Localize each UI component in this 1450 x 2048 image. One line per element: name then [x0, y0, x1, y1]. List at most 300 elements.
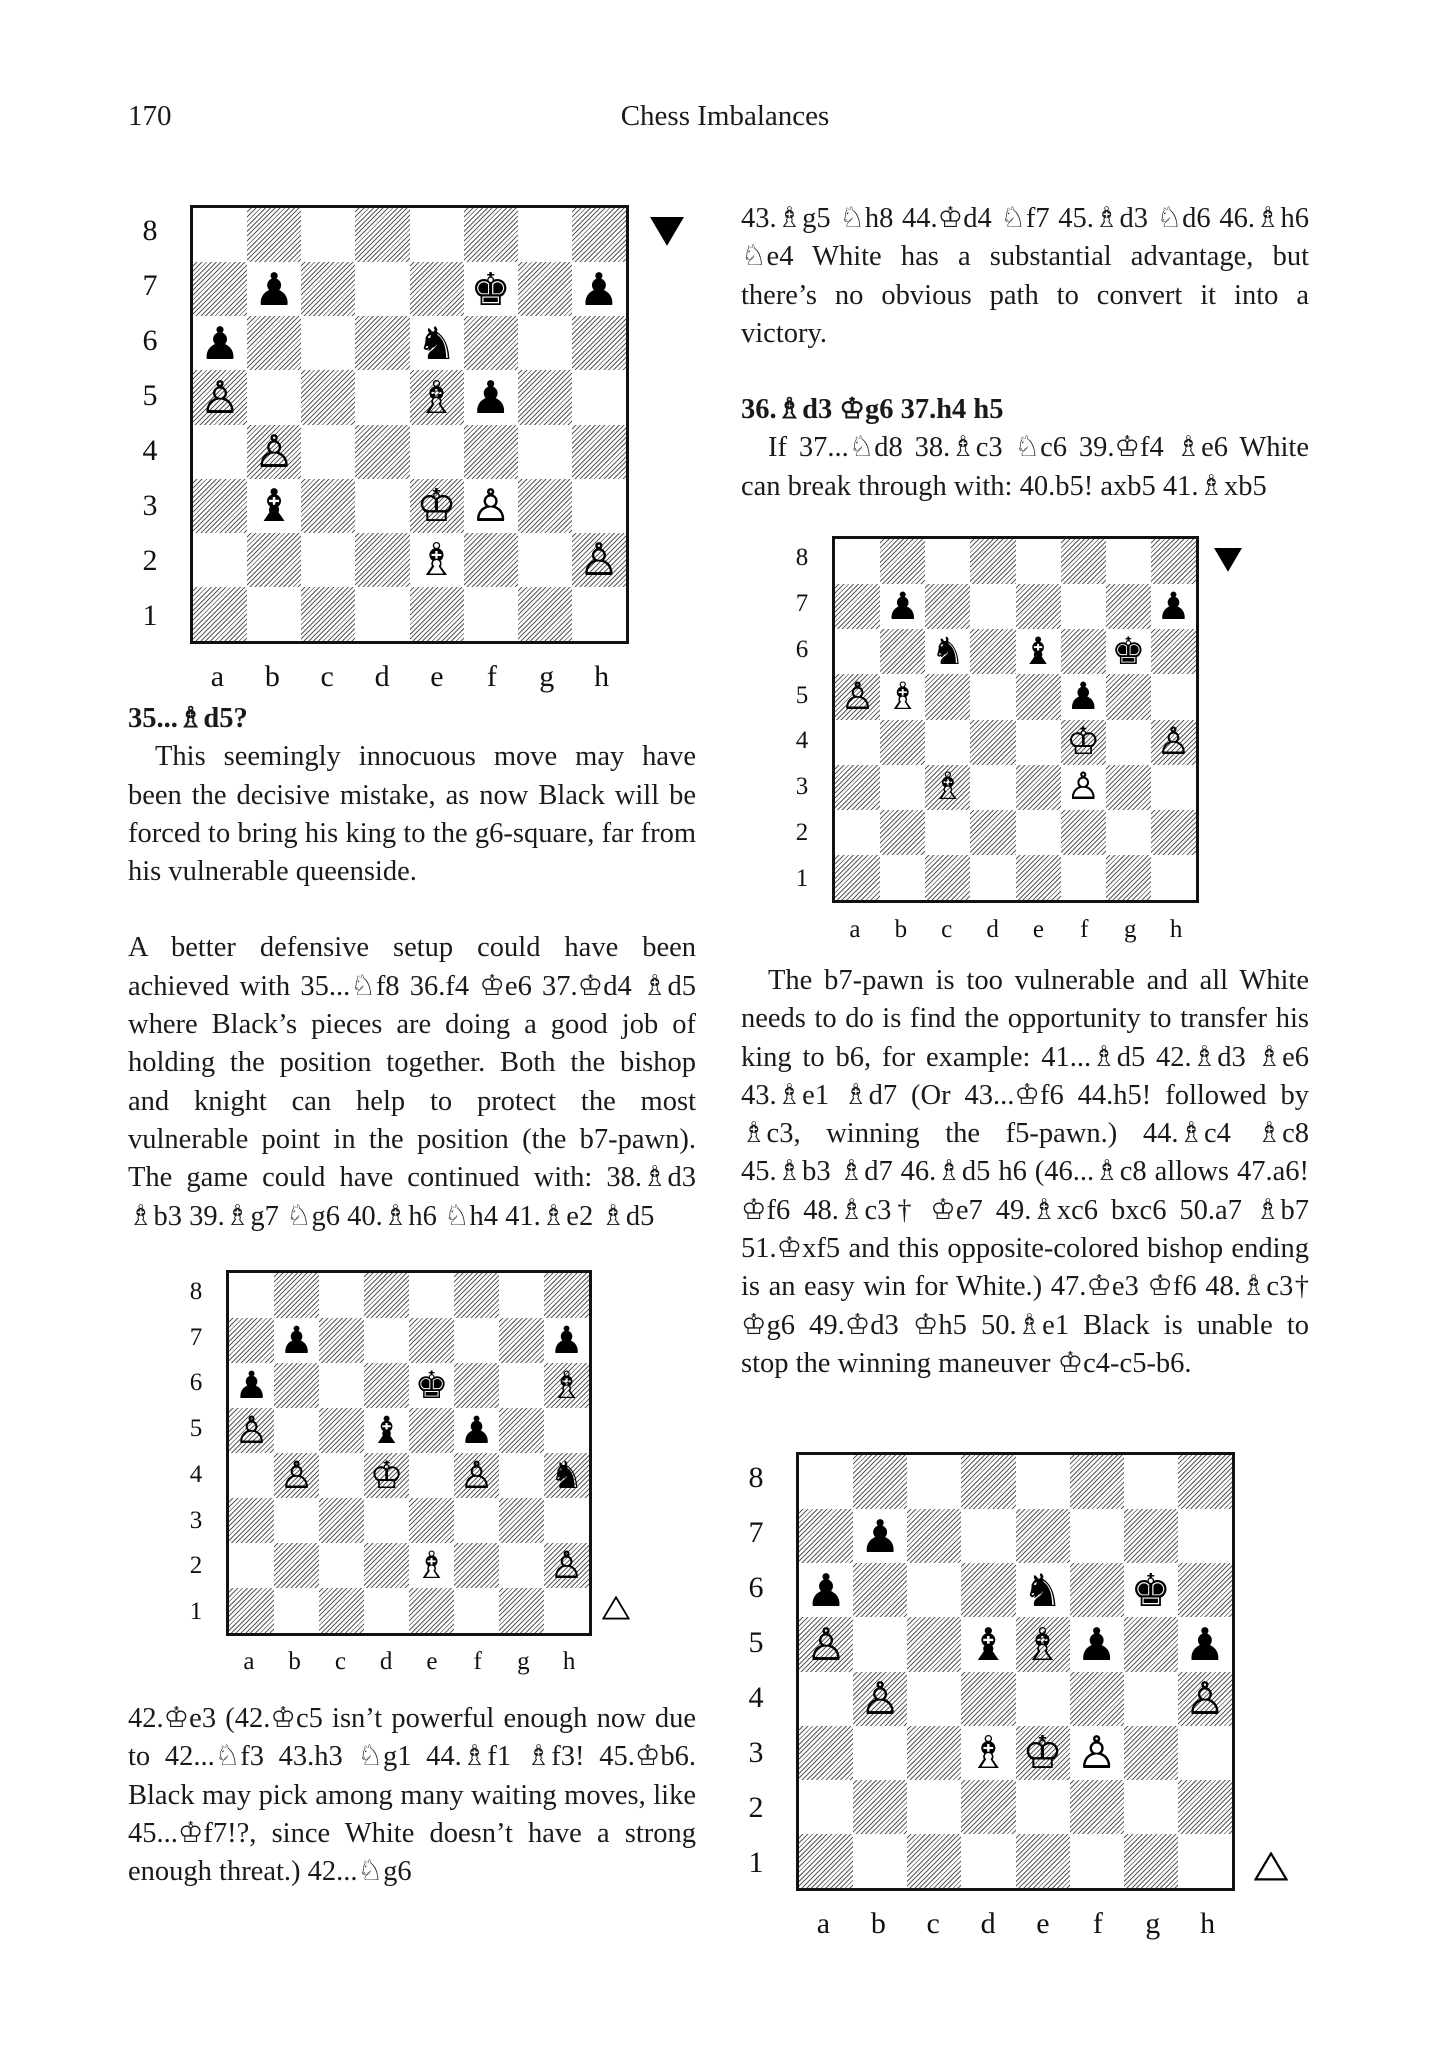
black-king-icon: ♚	[414, 1363, 449, 1407]
white-pawn-icon: ♙	[860, 1672, 901, 1726]
square-b7	[274, 1318, 319, 1363]
square-d3	[970, 765, 1015, 810]
rank-label: 5	[142, 379, 158, 413]
file-label: c	[941, 916, 953, 943]
square-d2	[961, 1780, 1015, 1834]
square-c4	[925, 720, 970, 765]
square-d5	[364, 1408, 409, 1453]
square-f1	[464, 587, 518, 641]
square-g3	[499, 1498, 544, 1543]
square-f8	[1070, 1455, 1124, 1509]
square-g5	[499, 1408, 544, 1453]
square-c5	[925, 674, 970, 719]
white-king-icon: ♔	[1022, 1726, 1063, 1780]
black-to-move-icon	[1214, 548, 1242, 577]
rank-label: 6	[142, 324, 158, 358]
square-e4	[409, 1453, 454, 1498]
file-label: d	[379, 1648, 393, 1675]
black-king-icon: ♚	[1111, 629, 1146, 673]
file-label: e	[1032, 916, 1044, 943]
paragraph-gap	[741, 353, 1309, 391]
square-a1	[799, 1834, 853, 1888]
square-h4	[544, 1453, 589, 1498]
square-e7	[410, 262, 464, 316]
white-pawn-icon: ♙	[1184, 1672, 1226, 1726]
square-e1	[409, 1588, 454, 1633]
square-g6	[1124, 1563, 1178, 1617]
square-c2	[301, 533, 355, 587]
square-b5	[247, 370, 301, 424]
black-pawn-icon: ♟	[885, 584, 920, 628]
square-d1	[970, 855, 1015, 900]
square-g4	[1124, 1672, 1178, 1726]
square-d7	[364, 1318, 409, 1363]
square-d8	[355, 208, 409, 262]
square-e2	[409, 1543, 454, 1588]
black-pawn-icon: ♟	[199, 316, 241, 370]
square-f3	[1061, 765, 1106, 810]
file-label: g	[1123, 916, 1137, 943]
file-label: e	[1036, 1907, 1050, 1940]
white-pawn-icon: ♙	[254, 425, 295, 479]
square-c4	[319, 1453, 364, 1498]
rank-label: 3	[748, 1735, 764, 1769]
square-h4	[1151, 720, 1196, 765]
rank-label: 7	[795, 589, 809, 617]
square-c1	[319, 1588, 364, 1633]
square-c3	[925, 765, 970, 810]
black-knight-icon: ♞	[549, 1453, 584, 1497]
rank-label: 6	[189, 1369, 203, 1397]
square-f1	[454, 1588, 499, 1633]
square-b7	[853, 1509, 907, 1563]
square-g2	[518, 533, 572, 587]
square-b2	[274, 1543, 319, 1588]
file-label: g	[1145, 1907, 1161, 1940]
square-g7	[1124, 1509, 1178, 1563]
square-h7	[1151, 584, 1196, 629]
square-e7	[1016, 1509, 1070, 1563]
square-c6	[319, 1363, 364, 1408]
square-a5	[229, 1408, 274, 1453]
square-b8	[274, 1273, 319, 1318]
white-to-move-icon	[1254, 1852, 1288, 1886]
square-c7	[301, 262, 355, 316]
file-label: h	[1200, 1907, 1216, 1940]
square-e6	[1016, 629, 1061, 674]
square-b4	[274, 1453, 319, 1498]
rank-label: 2	[189, 1552, 203, 1580]
square-g5	[518, 370, 572, 424]
square-e1	[1016, 1834, 1070, 1888]
file-label: h	[1169, 916, 1183, 943]
rank-label: 8	[189, 1277, 203, 1305]
square-h2	[1178, 1780, 1232, 1834]
square-f6	[1061, 629, 1106, 674]
square-f7	[1061, 584, 1106, 629]
rank-label: 2	[142, 543, 158, 577]
rank-label: 6	[795, 635, 809, 663]
square-d8	[970, 539, 1015, 584]
square-b8	[880, 539, 925, 584]
square-c7	[925, 584, 970, 629]
square-c4	[907, 1672, 961, 1726]
rank-label: 8	[748, 1461, 764, 1495]
square-f6	[454, 1363, 499, 1408]
rank-label: 1	[142, 598, 158, 632]
square-d5	[961, 1617, 1015, 1671]
paragraph: This seemingly innocuous move may have been the decisive mistake, as now Black will be forced to bring his king to the g6-square, far from his vulnerable queenside.	[128, 741, 696, 888]
square-h1	[1178, 1834, 1232, 1888]
white-pawn-icon: ♙	[1156, 719, 1191, 764]
black-pawn-icon: ♟	[1184, 1617, 1226, 1671]
white-bishop-icon: ♗	[416, 533, 457, 587]
square-a2	[193, 533, 247, 587]
black-pawn-icon: ♟	[805, 1563, 847, 1617]
square-d3	[364, 1498, 409, 1543]
file-label: f	[1080, 916, 1089, 943]
rank-label: 8	[142, 214, 158, 248]
square-c3	[301, 479, 355, 533]
white-pawn-icon: ♙	[470, 479, 511, 533]
square-b7	[880, 584, 925, 629]
square-f2	[1061, 810, 1106, 855]
file-label: a	[816, 1907, 831, 1940]
square-d3	[355, 479, 409, 533]
paragraph: 43.♗g5 ♘h8 44.♔d4 ♘f7 45.♗d3 ♘d6 46.♗h6 ♘e4 White has a substantial advantage, but there’s no obvious path to convert it into a victory.	[741, 203, 1309, 349]
square-h7	[1178, 1509, 1232, 1563]
square-d5	[970, 674, 1015, 719]
square-a4	[835, 720, 880, 765]
square-f2	[454, 1543, 499, 1588]
square-b1	[880, 855, 925, 900]
square-d1	[364, 1588, 409, 1633]
square-f3	[464, 479, 518, 533]
square-f5	[1070, 1617, 1124, 1671]
square-e1	[410, 587, 464, 641]
white-pawn-icon: ♙	[549, 1543, 584, 1587]
square-d2	[364, 1543, 409, 1588]
black-king-icon: ♚	[470, 262, 511, 316]
square-c8	[319, 1273, 364, 1318]
square-h3	[1178, 1726, 1232, 1780]
file-label: a	[849, 916, 861, 943]
white-pawn-icon: ♙	[199, 370, 241, 424]
square-e4	[1016, 1672, 1070, 1726]
page-number: 170	[128, 100, 172, 132]
square-e7	[1016, 584, 1061, 629]
square-g3	[518, 479, 572, 533]
square-b6	[247, 316, 301, 370]
square-b2	[247, 533, 301, 587]
square-d8	[961, 1455, 1015, 1509]
rank-label: 1	[795, 865, 809, 893]
black-pawn-icon: ♟	[578, 262, 620, 316]
square-c8	[301, 208, 355, 262]
square-g5	[1124, 1617, 1178, 1671]
chessboard	[226, 1270, 592, 1636]
square-h1	[572, 587, 626, 641]
square-h7	[572, 262, 626, 316]
square-e6	[410, 316, 464, 370]
square-h1	[1151, 855, 1196, 900]
square-d8	[364, 1273, 409, 1318]
square-g7	[1106, 584, 1151, 629]
square-b1	[247, 587, 301, 641]
rank-label: 7	[748, 1516, 764, 1550]
square-d5	[355, 370, 409, 424]
file-label: b	[894, 916, 908, 943]
square-g7	[499, 1318, 544, 1363]
square-h8	[1151, 539, 1196, 584]
square-d4	[970, 720, 1015, 765]
square-b6	[853, 1563, 907, 1617]
white-pawn-icon: ♙	[805, 1617, 847, 1671]
square-f8	[454, 1273, 499, 1318]
square-b8	[247, 208, 301, 262]
rank-label: 7	[142, 269, 158, 303]
square-f4	[1061, 720, 1106, 765]
square-h1	[544, 1588, 589, 1633]
square-h2	[572, 533, 626, 587]
square-e5	[1016, 674, 1061, 719]
black-pawn-icon: ♟	[860, 1509, 901, 1563]
square-f4	[464, 425, 518, 479]
white-pawn-icon: ♙	[578, 533, 620, 587]
square-a1	[835, 855, 880, 900]
square-e5	[410, 370, 464, 424]
square-g1	[1106, 855, 1151, 900]
square-f5	[464, 370, 518, 424]
square-a8	[835, 539, 880, 584]
square-e8	[410, 208, 464, 262]
square-e8	[1016, 539, 1061, 584]
square-b5	[853, 1617, 907, 1671]
file-label: c	[320, 660, 334, 693]
square-a4	[799, 1672, 853, 1726]
chess-diagram-4	[748, 1452, 1235, 1940]
square-b4	[853, 1672, 907, 1726]
white-pawn-icon: ♙	[840, 674, 875, 719]
square-h6	[1151, 629, 1196, 674]
file-label: f	[473, 1648, 482, 1675]
black-pawn-icon: ♟	[234, 1363, 269, 1407]
square-c1	[301, 587, 355, 641]
square-e3	[1016, 765, 1061, 810]
file-label: b	[870, 1907, 886, 1940]
file-label: c	[334, 1648, 346, 1675]
square-f2	[1070, 1780, 1124, 1834]
square-b2	[880, 810, 925, 855]
square-g5	[1106, 674, 1151, 719]
square-f1	[1061, 855, 1106, 900]
square-f5	[1061, 674, 1106, 719]
square-b3	[853, 1726, 907, 1780]
square-d6	[364, 1363, 409, 1408]
square-h8	[544, 1273, 589, 1318]
square-a8	[193, 208, 247, 262]
left-column-bottom	[128, 1700, 696, 1891]
square-g8	[1124, 1455, 1178, 1509]
square-d4	[364, 1453, 409, 1498]
rank-label: 2	[748, 1790, 764, 1824]
square-d2	[355, 533, 409, 587]
square-e2	[1016, 810, 1061, 855]
black-pawn-icon: ♟	[1156, 584, 1191, 628]
square-g4	[499, 1453, 544, 1498]
white-pawn-icon: ♙	[234, 1408, 269, 1452]
square-b3	[880, 765, 925, 810]
square-h3	[1151, 765, 1196, 810]
paragraph: If 37...♘d8 38.♗c3 ♘c6 39.♔f4 ♗e6 White can break through with: 40.b5! axb5 41.♗xb5	[741, 432, 1309, 502]
square-g2	[499, 1543, 544, 1588]
square-h8	[1178, 1455, 1232, 1509]
square-g1	[1124, 1834, 1178, 1888]
paragraph: 42.♔e3 (42.♔c5 isn’t powerful enough now due to 42...♘f3 43.h3 ♘g1 44.♗f1 ♗f3! 45.♔b6. Black may pick among many waiting moves, like 45...♔f7!?, since White doesn’t have a strong enough threat.) 42...♘g6	[128, 1703, 696, 1888]
file-label: e	[430, 660, 444, 693]
square-g8	[499, 1273, 544, 1318]
black-knight-icon: ♞	[1022, 1563, 1063, 1617]
square-a7	[229, 1318, 274, 1363]
square-g3	[1124, 1726, 1178, 1780]
square-h8	[572, 208, 626, 262]
square-e1	[1016, 855, 1061, 900]
square-g1	[499, 1588, 544, 1633]
square-d2	[970, 810, 1015, 855]
file-label: f	[486, 660, 497, 693]
square-a2	[799, 1780, 853, 1834]
square-c2	[907, 1780, 961, 1834]
square-f3	[454, 1498, 499, 1543]
square-a6	[193, 316, 247, 370]
square-e7	[409, 1318, 454, 1363]
paragraph: The b7-pawn is too vulnerable and all White needs to do is find the opportunity to transfer his king to b6, for example: 41...♗d5 42.♗d3 ♗e6 43.♗e1 ♗d7 (Or 43...♔f6 44.h5! followed by ♗c3, winning the f5-pawn.) 44.♗c4 ♗c8 45.♗b3 ♗d7 46.♗d5 h6 (46...♗c8 allows 47.a6! ♔f6 48.♗c3† ♔e7 49.♗xc6 bxc6 50.a7 ♗b7 51.♔xf5 and this opposite-colored bishop ending is an easy win for White.) 47.♔e3 ♔f6 48.♗c3† ♔g6 49.♔d3 ♔h5 50.♗e1 Black is unable to stop the winning maneuver ♔c4-c5-b6.	[741, 965, 1309, 1379]
square-f2	[464, 533, 518, 587]
square-h5	[1151, 674, 1196, 719]
square-a5	[193, 370, 247, 424]
file-label: b	[264, 660, 280, 693]
running-title	[0, 100, 1450, 133]
black-pawn-icon: ♟	[254, 262, 295, 316]
square-b2	[853, 1780, 907, 1834]
chess-diagram-1	[142, 205, 629, 693]
square-a2	[835, 810, 880, 855]
rank-label: 1	[189, 1598, 203, 1626]
square-a5	[799, 1617, 853, 1671]
square-g4	[1106, 720, 1151, 765]
square-e8	[1016, 1455, 1070, 1509]
rank-label: 4	[189, 1460, 203, 1488]
black-bishop-icon: ♝	[1021, 629, 1055, 673]
square-a8	[229, 1273, 274, 1318]
square-d4	[355, 425, 409, 479]
square-h4	[1178, 1672, 1232, 1726]
square-e5	[1016, 1617, 1070, 1671]
square-g1	[518, 587, 572, 641]
square-c3	[319, 1498, 364, 1543]
paragraph: A better defensive setup could have been achieved with 35...♘f8 36.f4 ♔e6 37.♔d4 ♗d5 where Black’s pieces are doing a good job of holding the position together. Both the bishop and knight can help to protect the most vulnerable point in the position (the b7-pawn). The game could have continued with: 38.♗d3 ♗b3 39.♗g7 ♘g6 40.♗h6 ♘h4 41.♗e2 ♗d5	[128, 932, 696, 1232]
file-label: c	[926, 1907, 940, 1940]
square-c5	[319, 1408, 364, 1453]
rank-label: 3	[189, 1506, 203, 1534]
square-d7	[355, 262, 409, 316]
chessboard	[796, 1452, 1235, 1891]
square-h6	[572, 316, 626, 370]
white-bishop-icon: ♗	[930, 764, 965, 809]
rank-label: 5	[748, 1626, 764, 1660]
square-e4	[410, 425, 464, 479]
black-to-move-icon	[650, 217, 684, 251]
file-label: d	[980, 1907, 996, 1940]
white-pawn-icon: ♙	[1076, 1726, 1117, 1780]
square-d6	[355, 316, 409, 370]
white-to-move-icon	[602, 1596, 630, 1625]
black-bishop-icon: ♝	[968, 1617, 1009, 1671]
square-h3	[572, 479, 626, 533]
square-a3	[799, 1726, 853, 1780]
square-a5	[835, 674, 880, 719]
file-label: d	[374, 660, 390, 693]
white-king-icon: ♔	[369, 1453, 404, 1497]
running-title-text: Chess Imbalances	[620, 100, 830, 132]
square-h5	[1178, 1617, 1232, 1671]
rank-label: 4	[142, 433, 158, 467]
square-f3	[1070, 1726, 1124, 1780]
file-label: g	[517, 1648, 530, 1675]
chessboard	[832, 536, 1199, 903]
square-f6	[1070, 1563, 1124, 1617]
white-pawn-icon: ♙	[1066, 764, 1101, 809]
white-bishop-icon: ♗	[968, 1726, 1009, 1780]
square-d1	[961, 1834, 1015, 1888]
square-e6	[1016, 1563, 1070, 1617]
square-f8	[464, 208, 518, 262]
square-c5	[301, 370, 355, 424]
rank-label: 6	[748, 1571, 764, 1605]
file-label: a	[210, 660, 225, 693]
square-h6	[544, 1363, 589, 1408]
rank-label: 4	[748, 1680, 764, 1714]
rank-label: 3	[795, 773, 809, 801]
rank-label: 8	[795, 543, 809, 571]
square-a4	[229, 1453, 274, 1498]
square-c6	[907, 1563, 961, 1617]
square-c8	[907, 1455, 961, 1509]
black-knight-icon: ♞	[416, 316, 457, 370]
square-b4	[247, 425, 301, 479]
square-c6	[925, 629, 970, 674]
rank-label: 5	[189, 1415, 203, 1443]
rank-label: 1	[748, 1845, 764, 1879]
square-a1	[193, 587, 247, 641]
left-column	[128, 700, 696, 1236]
square-c2	[319, 1543, 364, 1588]
square-e3	[409, 1498, 454, 1543]
black-pawn-icon: ♟	[470, 370, 511, 424]
chess-diagram-3	[795, 536, 1199, 943]
square-g3	[1106, 765, 1151, 810]
file-label: d	[986, 916, 999, 943]
right-column-middle	[741, 962, 1309, 1383]
white-bishop-icon: ♗	[1022, 1617, 1063, 1671]
white-pawn-icon: ♙	[459, 1453, 494, 1497]
square-a7	[835, 584, 880, 629]
square-b1	[853, 1834, 907, 1888]
square-f4	[1070, 1672, 1124, 1726]
square-f7	[454, 1318, 499, 1363]
square-g6	[499, 1363, 544, 1408]
chessboard	[190, 205, 629, 644]
